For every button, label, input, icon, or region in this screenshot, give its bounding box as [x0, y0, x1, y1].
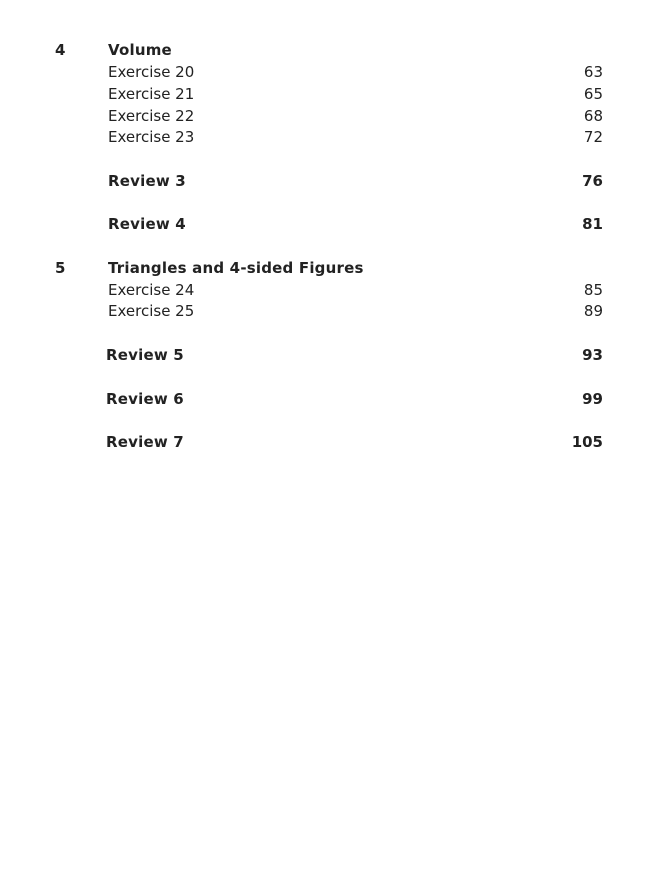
review-page-number: 105 — [571, 433, 603, 451]
toc-entry[interactable] — [0, 279, 671, 301]
toc-review-entry[interactable] — [0, 344, 671, 366]
entry-page-number: 65 — [583, 85, 603, 103]
entry-page-number: 72 — [583, 128, 603, 146]
entry-page-number: 89 — [583, 302, 603, 320]
chapter-number: 4 — [55, 41, 66, 59]
entry-page-number: 85 — [583, 281, 603, 299]
entry-label: Exercise 22 — [108, 107, 195, 125]
toc-review-entry[interactable] — [0, 213, 671, 235]
chapter-title: Triangles and 4-sided Figures — [108, 259, 364, 277]
entry-label: Exercise 21 — [108, 85, 195, 103]
review-label: Review 3 — [108, 172, 186, 190]
chapter-heading — [0, 39, 671, 61]
toc-entry[interactable] — [0, 126, 671, 148]
chapter-title: Volume — [108, 41, 172, 59]
review-page-number: 81 — [582, 215, 603, 233]
review-page-number: 76 — [582, 172, 603, 190]
entry-label: Exercise 20 — [108, 63, 195, 81]
toc-review-entry[interactable] — [0, 170, 671, 192]
entry-page-number: 63 — [583, 63, 603, 81]
toc-review-entry[interactable] — [0, 388, 671, 410]
toc-entry[interactable] — [0, 300, 671, 322]
entry-page-number: 68 — [583, 107, 603, 125]
entry-label: Exercise 23 — [108, 128, 195, 146]
toc-entry[interactable] — [0, 105, 671, 127]
toc-entry[interactable] — [0, 61, 671, 83]
review-label: Review 4 — [108, 215, 186, 233]
chapter-number: 5 — [55, 259, 66, 277]
chapter-heading — [0, 257, 671, 279]
toc-entry[interactable] — [0, 83, 671, 105]
review-page-number: 93 — [582, 346, 603, 364]
entry-label: Exercise 25 — [108, 302, 195, 320]
entry-label: Exercise 24 — [108, 281, 195, 299]
review-label: Review 7 — [106, 433, 184, 451]
toc-review-entry[interactable] — [0, 431, 671, 453]
review-label: Review 6 — [106, 390, 184, 408]
review-label: Review 5 — [106, 346, 184, 364]
review-page-number: 99 — [582, 390, 603, 408]
